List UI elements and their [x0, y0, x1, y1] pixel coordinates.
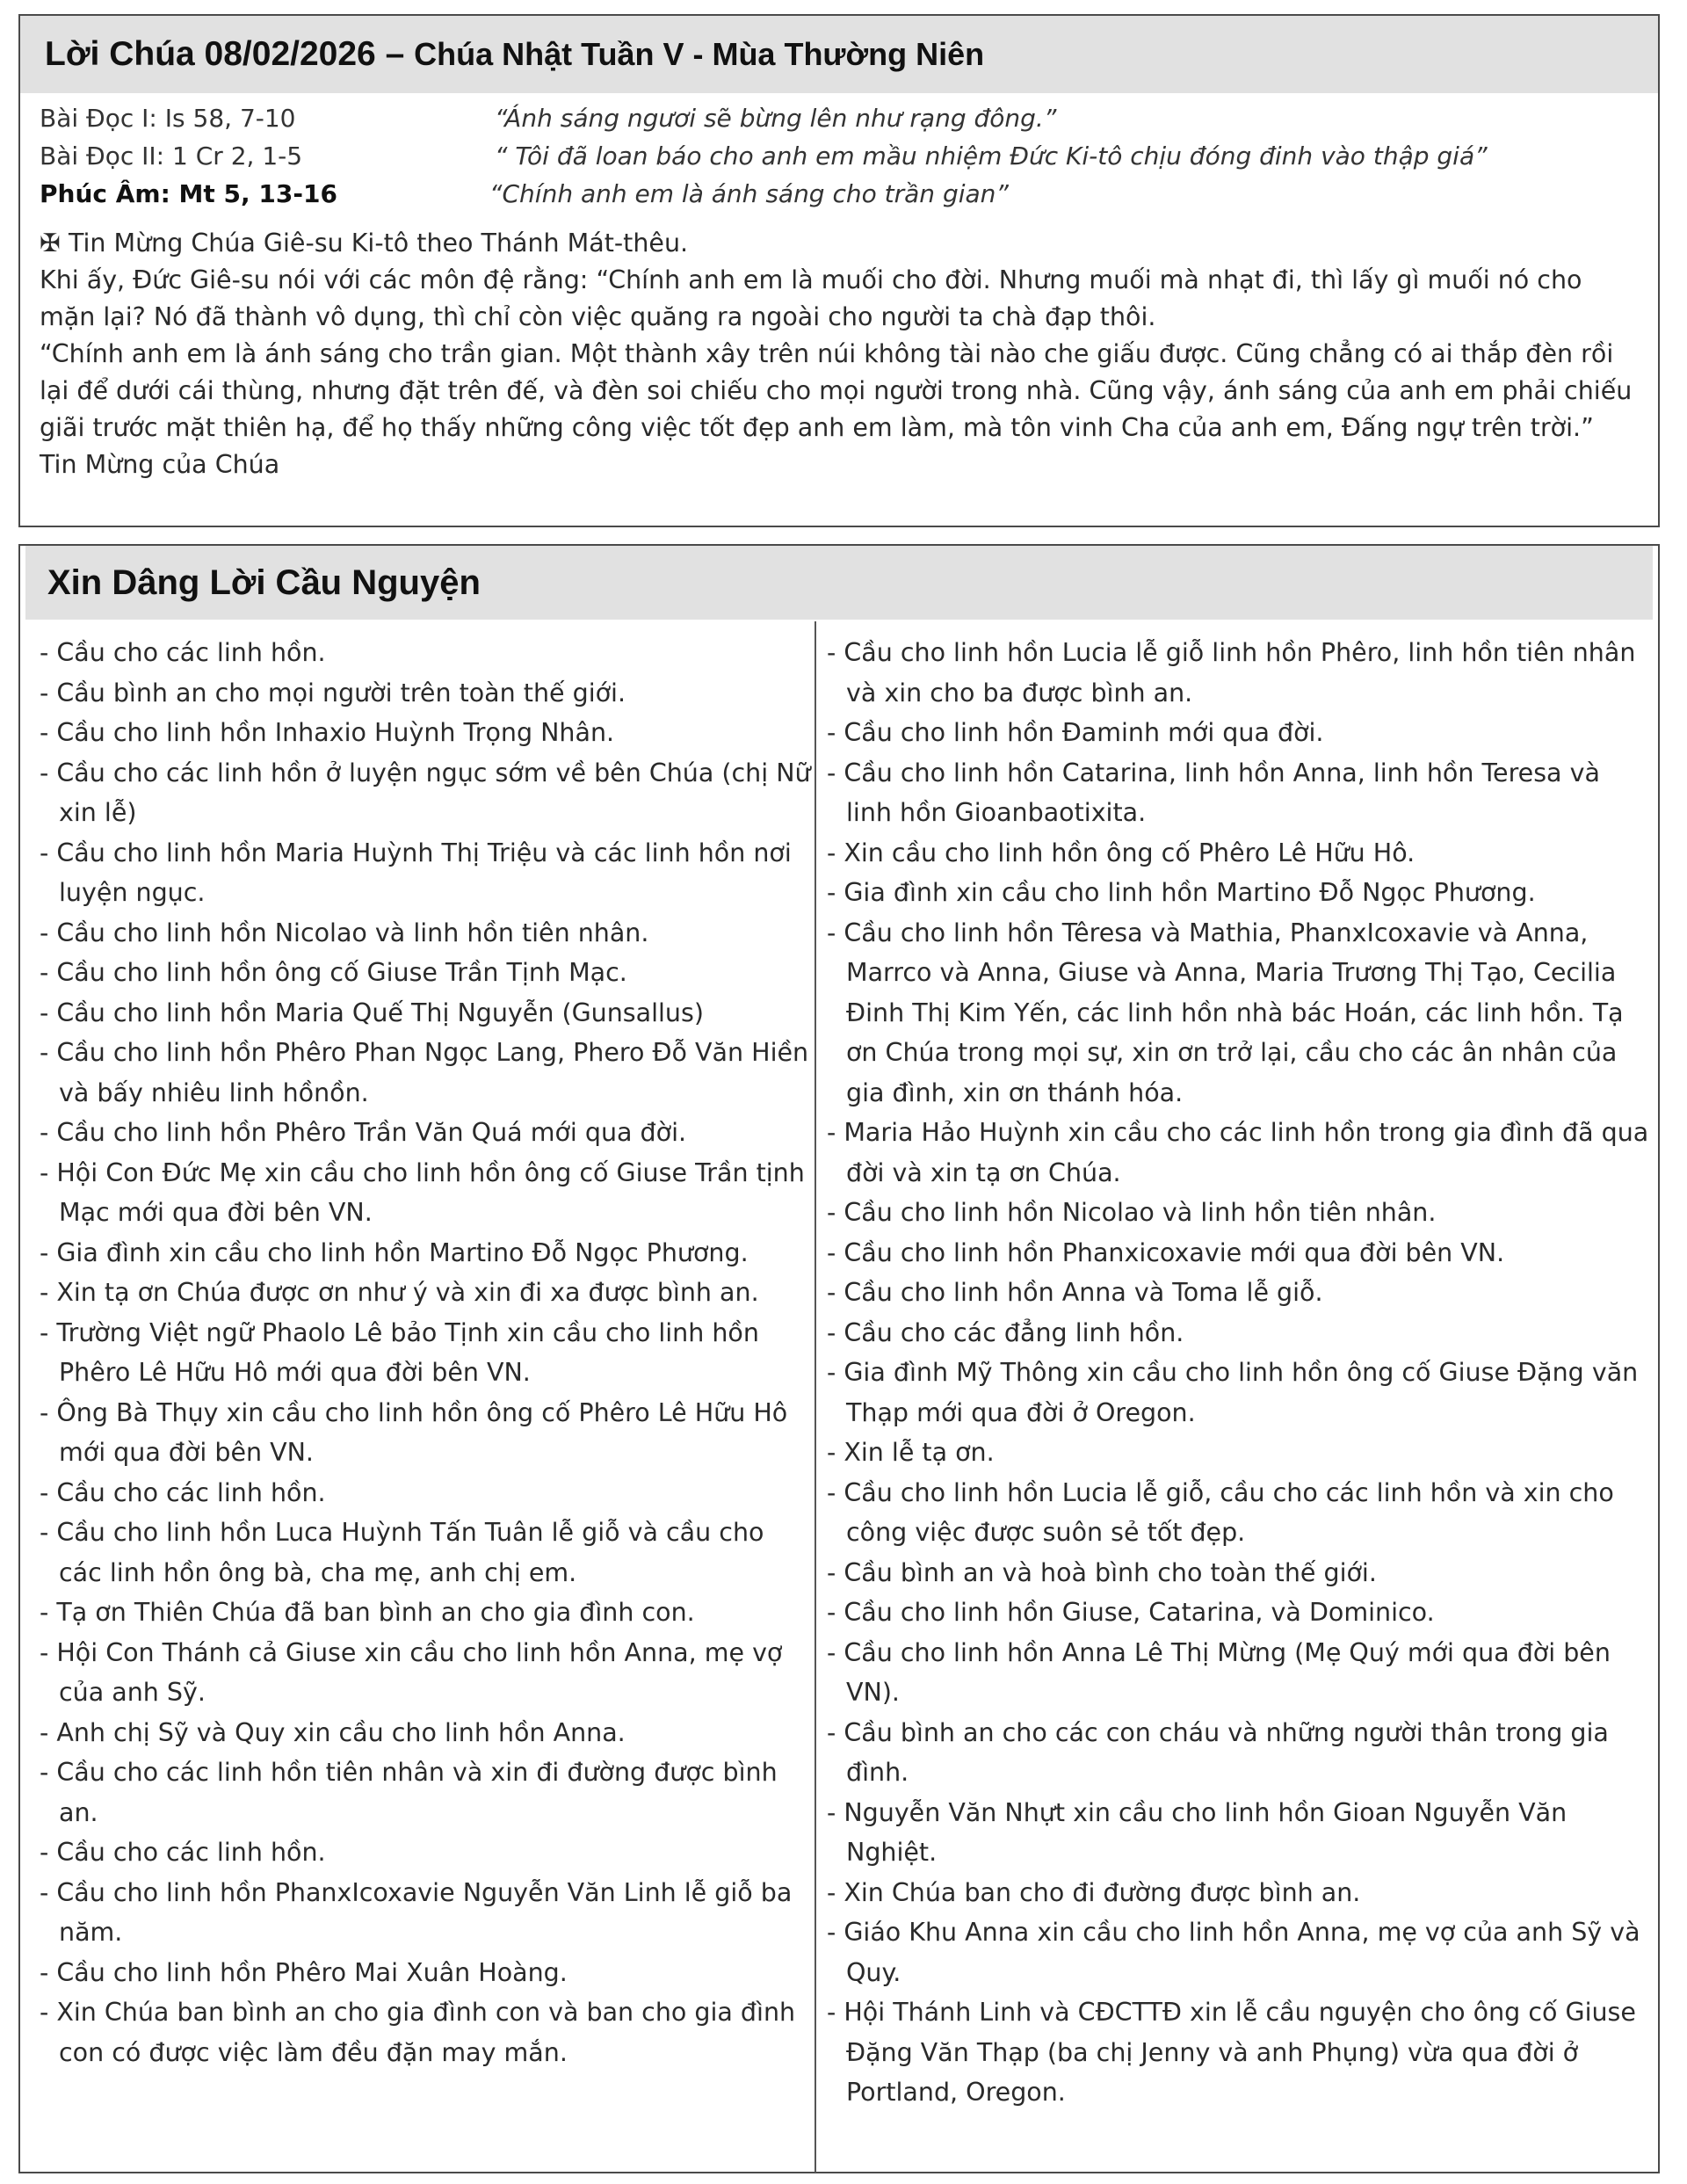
- prayer-item: - Cầu cho linh hồn Giuse, Catarina, và Dominico.: [827, 1598, 1435, 1627]
- prayers-left-column: [40, 633, 813, 2072]
- prayer-item: - Cầu cho các linh hồn.: [40, 1838, 326, 1867]
- prayer-item: - Gia đình Mỹ Thông xin cầu cho linh hồn ông cố Giuse Đặng văn Thạp mới qua đời ở Oregon.: [827, 1358, 1639, 1427]
- prayer-item: - Maria Hảo Huỳnh xin cầu cho các linh hồn trong gia đình đã qua đời và xin tạ ơn Chúa.: [827, 1118, 1649, 1187]
- liturgy-title-main: Lời Chúa 08/02/2026 –: [45, 35, 405, 73]
- reading-ref: Bài Đọc II: 1 Cr 2, 1-5: [40, 141, 303, 171]
- prayer-item: - Nguyễn Văn Nhựt xin cầu cho linh hồn Gioan Nguyễn Văn Nghiệt.: [827, 1797, 1568, 1867]
- prayer-item: - Cầu cho linh hồn Lucia lễ giỗ linh hồn Phêro, linh hồn tiên nhân và xin cho ba được bình an.: [827, 638, 1636, 707]
- reading-gospel: [40, 175, 1640, 213]
- prayer-item: - Cầu cho linh hồn Lucia lễ giỗ, cầu cho các linh hồn và xin cho công việc được suôn sẻ tốt đẹp.: [827, 1477, 1614, 1547]
- prayer-item: - Cầu cho linh hồn Phanxicoxavie mới qua đời bên VN.: [827, 1237, 1505, 1267]
- prayer-item: - Cầu cho linh hồn Phêro Mai Xuân Hoàng.: [40, 1957, 568, 1987]
- prayer-item: - Tạ ơn Thiên Chúa đã ban bình an cho gia đình con.: [40, 1598, 695, 1627]
- prayer-item: - Xin tạ ơn Chúa được ơn như ý và xin đi xa được bình an.: [40, 1278, 759, 1307]
- prayer-item: - Gia đình xin cầu cho linh hồn Martino Đỗ Ngọc Phương.: [40, 1237, 749, 1267]
- prayer-item: - Cầu cho linh hồn Phêro Trần Văn Quá mới qua đời.: [40, 1118, 687, 1147]
- prayers-right-column: [827, 633, 1653, 2113]
- gospel-paragraph: “Chính anh em là ánh sáng cho trần gian. Một thành xây trên núi không tài nào che giấu được. Cũng chẳng có ai thắp đèn rồi lại để dưới cái thùng, nhưng đặt trên đế, và đèn soi chiếu cho mọi người trong nhà. Cũng vậy, ánh sáng của anh em phải chiếu giãi trước mặt thiên hạ, để họ thấy những công việc tốt đẹp anh em làm, mà tôn vinh Cha của anh em, Đấng ngự trên trời.”: [40, 339, 1633, 442]
- prayer-item: - Cầu bình an cho mọi người trên toàn thế giới.: [40, 678, 626, 707]
- prayer-item: - Cầu cho linh hồn Phêro Phan Ngọc Lang, Phero Đỗ Văn Hiền và bấy nhiêu linh hồnồn.: [40, 1038, 809, 1107]
- prayer-item: - Cầu cho linh hồn Maria Huỳnh Thị Triệu và các linh hồn nơi luyện ngục.: [40, 838, 792, 907]
- reading-2: [40, 137, 1640, 175]
- prayer-item: - Anh chị Sỹ và Quy xin cầu cho linh hồn Anna.: [40, 1717, 626, 1747]
- prayer-item: - Gia đình xin cầu cho linh hồn Martino Đỗ Ngọc Phương.: [827, 878, 1536, 907]
- liturgy-header: [20, 16, 1658, 93]
- prayer-item: - Cầu cho linh hồn Nicolao và linh hồn tiên nhân.: [40, 918, 649, 947]
- prayer-item: - Cầu cho các linh hồn.: [40, 638, 326, 667]
- prayer-item: - Cầu cho linh hồn Đaminh mới qua đời.: [827, 718, 1324, 747]
- gospel-paragraph: Khi ấy, Đức Giê-su nói với các môn đệ rằng: “Chính anh em là muối cho đời. Nhưng muối mà nhạt đi, thì lấy gì muối nó cho mặn lại? Nó đã thành vô dụng, thì chỉ còn việc quăng ra ngoài cho người ta chà đạp thôi.: [40, 265, 1582, 331]
- reading-1: [40, 99, 1640, 137]
- prayer-item: - Cầu cho linh hồn Catarina, linh hồn Anna, linh hồn Teresa và linh hồn Gioanbaotixita.: [827, 758, 1600, 827]
- reading-ref: Phúc Âm: Mt 5, 13-16: [40, 179, 337, 208]
- reading-quote: “Chính anh em là ánh sáng cho trần gian”: [489, 179, 1009, 208]
- prayer-item: - Cầu cho linh hồn Anna và Toma lễ giỗ.: [827, 1278, 1323, 1307]
- prayers-title: Xin Dâng Lời Cầu Nguyện: [47, 562, 481, 602]
- prayer-item: - Hội Thánh Linh và CĐCTTĐ xin lễ cầu nguyện cho ông cố Giuse Đặng Văn Thạp (ba chị Jenny và anh Phụng) vừa qua đời ở Portland, Oregon.: [827, 1998, 1636, 2107]
- prayer-item: - Cầu bình an và hoà bình cho toàn thế giới.: [827, 1557, 1377, 1587]
- prayer-item: - Cầu cho các linh hồn.: [40, 1477, 326, 1507]
- prayer-item: - Cầu cho linh hồn Maria Quế Thị Nguyễn (Gunsallus): [40, 998, 704, 1027]
- prayer-item: - Hội Con Thánh cả Giuse xin cầu cho linh hồn Anna, mẹ vợ của anh Sỹ.: [40, 1637, 783, 1707]
- prayer-item: - Cầu cho linh hồn Nicolao và linh hồn tiên nhân.: [827, 1198, 1437, 1227]
- prayer-item: - Xin lễ tạ ơn.: [827, 1438, 995, 1467]
- prayer-item: - Hội Con Đức Mẹ xin cầu cho linh hồn ông cố Giuse Trần tịnh Mạc mới qua đời bên VN.: [40, 1157, 805, 1227]
- prayers-box: [18, 544, 1660, 2173]
- prayer-item: - Cầu cho các linh hồn ở luyện ngục sớm về bên Chúa (chị Nữ xin lễ): [40, 758, 811, 827]
- prayer-item: - Cầu cho linh hồn Têresa và Mathia, PhanxIcoxavie và Anna, Marrco và Anna, Giuse và Anna, Maria Trương Thị Tạo, Cecilia Đinh Thị Kim Yến, các linh hồn nhà bác Hoán, các linh hồn. Tạ ơn Chúa trong mọi sự, xin ơn trở lại, cầu cho các ân nhân của gia đình, xin ơn thánh hóa.: [827, 918, 1624, 1107]
- prayer-item: - Cầu cho linh hồn Luca Huỳnh Tấn Tuân lễ giỗ và cầu cho các linh hồn ông bà, cha mẹ, anh chị em.: [40, 1518, 764, 1587]
- column-divider: [815, 621, 816, 2173]
- reading-quote: “Ánh sáng ngươi sẽ bừng lên như rạng đông.”: [495, 104, 1057, 133]
- prayer-item: - Cầu cho các linh hồn tiên nhân và xin đi đường được bình an.: [40, 1758, 778, 1827]
- prayer-item: - Xin Chúa ban cho đi đường được bình an.: [827, 1877, 1361, 1907]
- prayers-header: [25, 546, 1653, 620]
- readings-list: [40, 99, 1640, 213]
- gospel-text: [40, 225, 1637, 483]
- prayer-item: - Giáo Khu Anna xin cầu cho linh hồn Anna, mẹ vợ của anh Sỹ và Quy.: [827, 1918, 1640, 1987]
- prayer-item: - Cầu cho các đẳng linh hồn.: [827, 1317, 1184, 1347]
- prayer-item: - Ông Bà Thụy xin cầu cho linh hồn ông cố Phêro Lê Hữu Hô mới qua đời bên VN.: [40, 1397, 788, 1467]
- gospel-paragraph: Tin Mừng của Chúa: [40, 450, 280, 479]
- prayer-item: - Trường Việt ngữ Phaolo Lê bảo Tịnh xin cầu cho linh hồn Phêro Lê Hữu Hô mới qua đời bên VN.: [40, 1317, 759, 1387]
- prayer-item: - Xin cầu cho linh hồn ông cố Phêro Lê Hữu Hô.: [827, 838, 1415, 867]
- prayer-item: - Cầu cho linh hồn Anna Lê Thị Mừng (Mẹ Quý mới qua đời bên VN).: [827, 1637, 1611, 1707]
- prayer-item: - Cầu bình an cho các con cháu và những người thân trong gia đình.: [827, 1717, 1609, 1787]
- reading-quote: “ Tôi đã loan báo cho anh em mầu nhiệm Đức Ki-tô chịu đóng đinh vào thập giá”: [495, 141, 1488, 171]
- prayer-item: - Cầu cho linh hồn PhanxIcoxavie Nguyễn Văn Linh lễ giỗ ba năm.: [40, 1877, 793, 1947]
- prayer-item: - Xin Chúa ban bình an cho gia đình con và ban cho gia đình con có được việc làm đều đặn may mắn.: [40, 1998, 796, 2067]
- prayer-item: - Cầu cho linh hồn ông cố Giuse Trần Tịnh Mạc.: [40, 958, 627, 987]
- liturgy-title-sub: Chúa Nhật Tuần V - Mùa Thường Niên: [414, 36, 985, 72]
- prayer-item: - Cầu cho linh hồn Inhaxio Huỳnh Trọng Nhân.: [40, 718, 615, 747]
- gospel-paragraph: ✠ Tin Mừng Chúa Giê-su Ki-tô theo Thánh Mát-thêu.: [40, 229, 689, 258]
- reading-ref: Bài Đọc I: Is 58, 7-10: [40, 104, 296, 133]
- liturgy-box: [18, 14, 1660, 527]
